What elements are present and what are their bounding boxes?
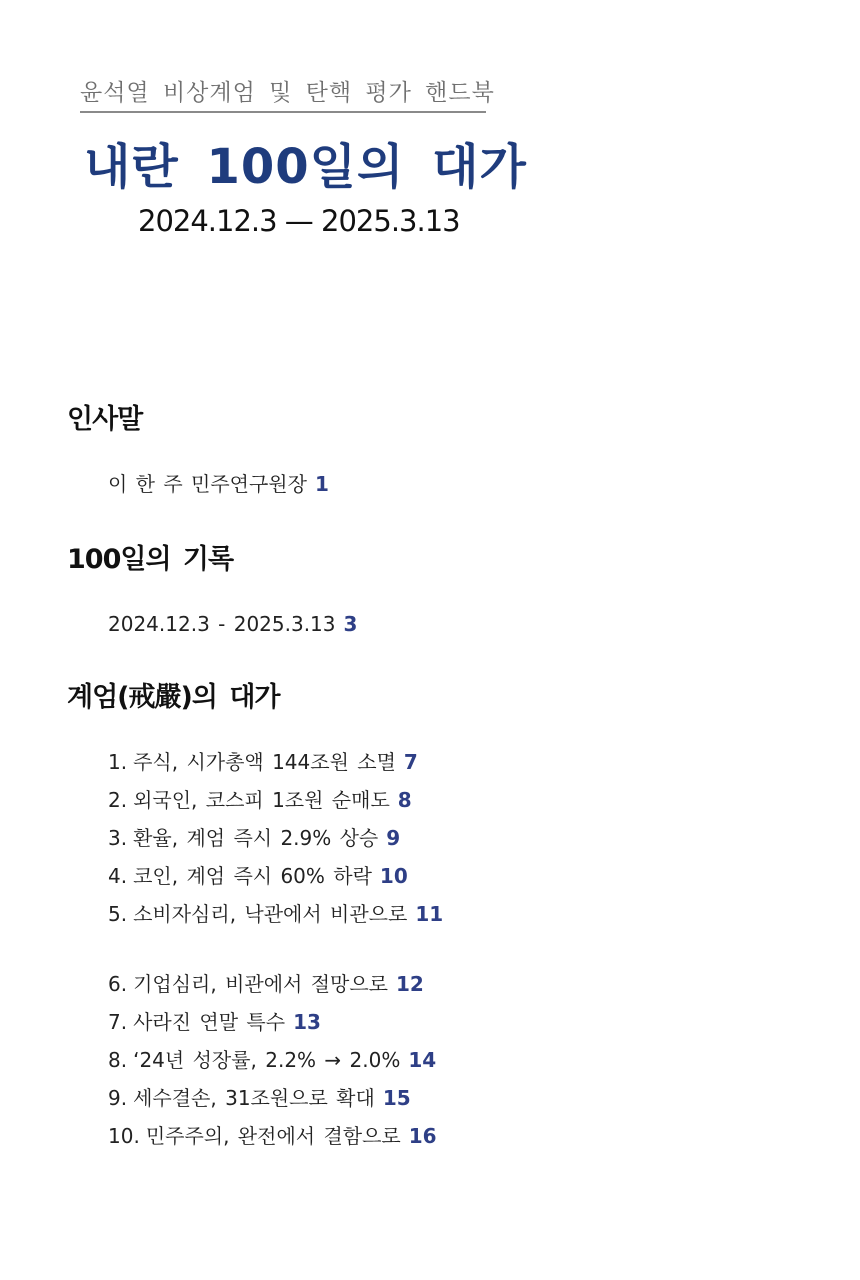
toc-entry-text: 이 한 주 민주연구원장 (108, 472, 307, 496)
toc-entry-page: 16 (408, 1124, 437, 1148)
toc-entry[interactable] (108, 605, 827, 643)
toc-entries (67, 465, 827, 503)
toc-entry-number: 4. (108, 864, 128, 888)
section-heading: 인사말 (67, 404, 143, 435)
toc-entry[interactable] (108, 819, 827, 857)
toc-entry-text: 2024.12.3 - 2025.3.13 (108, 612, 336, 636)
document-subtitle: 윤석열 비상계엄 및 탄핵 평가 핸드북 (80, 74, 486, 113)
toc-entry-text: 기업심리, 비관에서 절망으로 (133, 972, 389, 996)
toc-entry[interactable] (108, 965, 827, 1003)
toc-entry-number: 9. (108, 1086, 128, 1110)
toc-entry-text: 소비자심리, 낙관에서 비관으로 (133, 902, 408, 926)
toc-entry-page: 9 (386, 826, 401, 850)
toc-entry-text: 사라진 연말 특수 (133, 1010, 286, 1034)
toc-entry-number: 3. (108, 826, 128, 850)
toc-entries (67, 605, 827, 643)
toc-entry-text: 환율, 계엄 즉시 2.9% 상승 (133, 826, 379, 850)
toc-entry-text: 주식, 시가총액 144조원 소멸 (133, 750, 396, 774)
toc-entry-text: ‘24년 성장률, 2.2% → 2.0% (133, 1048, 401, 1072)
toc-entry-text: 외국인, 코스피 1조원 순매도 (133, 788, 390, 812)
date-range: 2024.12.3 — 2025.3.13 (138, 204, 460, 238)
toc-entry-number: 8. (108, 1048, 128, 1072)
toc-entry[interactable] (108, 781, 827, 819)
toc-entry-page: 14 (408, 1048, 437, 1072)
toc-entry-number: 7. (108, 1010, 128, 1034)
section-heading: 계엄(戒嚴)의 대가 (67, 682, 280, 713)
toc-entry[interactable] (108, 743, 827, 781)
toc-entry-page: 12 (396, 972, 424, 996)
toc-entry[interactable] (108, 1041, 827, 1079)
toc-entry[interactable] (108, 895, 827, 933)
toc-entry[interactable] (108, 1003, 827, 1041)
document-title: 내란 100일의 대가 (84, 139, 527, 195)
toc-section-cost (67, 678, 827, 1155)
toc-section-greeting (67, 400, 827, 503)
toc-entry-page: 3 (343, 612, 358, 636)
toc-entry-number: 1. (108, 750, 128, 774)
toc-section-record (67, 540, 827, 643)
toc-entry-number: 6. (108, 972, 128, 996)
toc-entry-page: 13 (293, 1010, 321, 1034)
toc-entry-page: 15 (382, 1086, 411, 1110)
toc-entry-page: 10 (379, 864, 408, 888)
toc-entry-number: 10. (108, 1124, 140, 1148)
toc-entry-page: 1 (314, 472, 329, 496)
toc-entry-text: 세수결손, 31조원으로 확대 (133, 1086, 375, 1110)
toc-entry-page: 11 (415, 902, 444, 926)
toc-entries (67, 743, 827, 1155)
toc-entry[interactable] (108, 1117, 827, 1155)
toc-entry[interactable] (108, 1079, 827, 1117)
toc-entry-number: 5. (108, 902, 128, 926)
toc-entry-page: 8 (397, 788, 412, 812)
toc-entry-text: 민주주의, 완전에서 결함으로 (145, 1124, 401, 1148)
toc-entry-number: 2. (108, 788, 128, 812)
toc-entry[interactable] (108, 857, 827, 895)
toc-entry[interactable] (108, 465, 827, 503)
toc-entry-page: 7 (403, 750, 418, 774)
section-heading: 100일의 기록 (67, 544, 234, 575)
toc-entry-text: 코인, 계엄 즉시 60% 하락 (133, 864, 372, 888)
